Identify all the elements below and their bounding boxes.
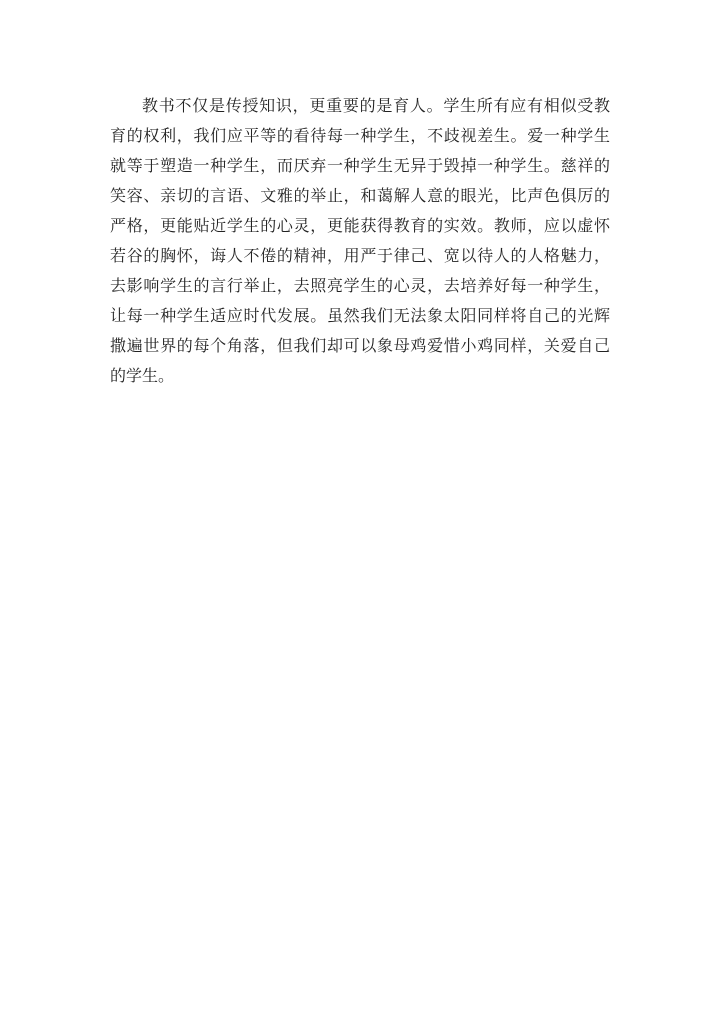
paragraph-line: 若谷的胸怀，诲人不倦的精神，用严于律己、宽以待人的人格魅力， [110,246,610,265]
paragraph-line: 笑容、亲切的言语、文雅的举止，和蔼解人意的眼光，比声色俱厉的 [110,186,610,205]
paragraph-line: 的学生。 [110,366,175,385]
paragraph-line: 严格，更能贴近学生的心灵，更能获得教育的实效。教师，应以虚怀 [110,216,610,235]
paragraph-line: 让每一种学生适应时代发展。虽然我们无法象太阳同样将自己的光辉 [110,306,610,325]
paragraph-line: 去影响学生的言行举止，去照亮学生的心灵，去培养好每一种学生， [110,276,610,295]
paragraph-line: 撒遍世界的每个角落，但我们却可以象母鸡爱惜小鸡同样，关爱自己 [110,336,610,355]
paragraph-line: 就等于塑造一种学生，而厌弃一种学生无异于毁掉一种学生。慈祥的 [110,156,610,175]
paragraph-line: 育的权利，我们应平等的看待每一种学生，不歧视差生。爱一种学生 [110,126,610,145]
paragraph-line: 教书不仅是传授知识，更重要的是育人。学生所有应有相似受教 [142,96,610,115]
body-paragraph [110,91,610,391]
